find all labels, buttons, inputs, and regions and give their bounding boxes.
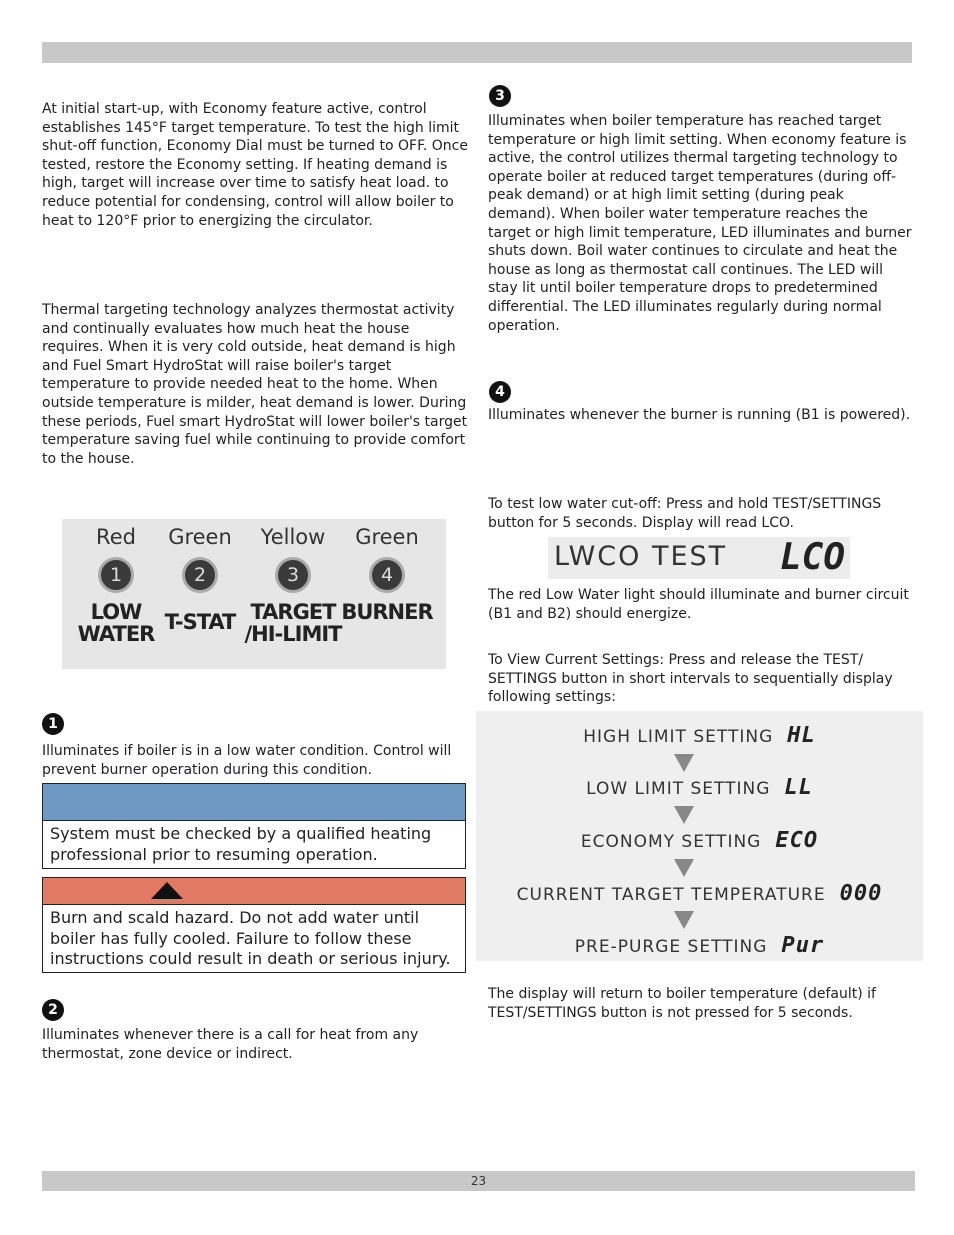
item-3-text: Illuminates when boiler temperature has reached target temperature or high limit setting. When economy feature is active, the control utilizes thermal targeting technology to operate boiler at reduced target temperatures (during off-peak demand) or at high limit setting (during peak demand). When boiler water temperature reaches the target or high limit temperature, LED illuminates and burner shuts down. Boil water continues to circulate and heat the house as long as thermostat call continues. The LED will stay lit until boiler temperature drops to predetermined differential. The LED illuminates regularly during normal operation. <box>488 113 912 334</box>
led-number: 2 <box>182 557 218 593</box>
led-color-label: Red <box>96 525 136 549</box>
led-number: 4 <box>369 557 405 593</box>
warning-text: Burn and scald hazard. Do not add water until boiler has fully cooled. Failure to follow these instructions could result in death or serious injury. <box>50 908 451 968</box>
led-color-label: Green <box>355 525 419 549</box>
notice-header <box>43 784 465 821</box>
warning-triangle-icon <box>151 882 183 899</box>
header-bar <box>42 42 912 63</box>
lwco-code: LCO <box>780 537 846 578</box>
led-name: BURNER <box>341 600 433 624</box>
led-low-water <box>68 519 164 645</box>
setting-pre-purge: PRE-PURGE SETTING Pur <box>574 933 825 958</box>
item-2-marker: 2 <box>42 999 64 1021</box>
warning-header <box>43 878 465 905</box>
down-arrow-icon <box>674 806 694 824</box>
notice-box <box>42 783 466 869</box>
return-default-text: The display will return to boiler temperature (default) if TEST/SETTINGS button is not pressed for 5 seconds. <box>488 986 876 1021</box>
startup-paragraph: At initial start-up, with Economy feature active, control establishes 145°F target temperature. To test the high limit shut-off function, Economy Dial must be turned to OFF. Once tested, restore the Economy setting. If heating demand is high, target will increase over time to satisfy heat load. to reduce potential for condensing, control will allow boiler to heat to 120°F prior to energizing the circulator. <box>42 101 468 229</box>
setting-low-limit: LOW LIMIT SETTING LL <box>586 775 813 800</box>
setting-economy: ECONOMY SETTING ECO <box>580 828 819 853</box>
lwco-instructions: To test low water cut-off: Press and hold TEST/SETTINGS button for 5 seconds. Display will read LCO. <box>488 496 882 531</box>
led-burner <box>332 519 442 623</box>
led-number: 3 <box>275 557 311 593</box>
led-name: TARGET /HI-LIMIT <box>244 600 342 646</box>
item-3-marker: 3 <box>489 85 511 107</box>
setting-high-limit: HIGH LIMIT SETTING HL <box>583 723 816 748</box>
item-4-marker: 4 <box>489 381 511 403</box>
settings-display-sequence <box>476 711 923 961</box>
down-arrow-icon <box>674 911 694 929</box>
item-1-text: Illuminates if boiler is in a low water condition. Control will prevent burner operation during this condition. <box>42 743 452 778</box>
led-t-stat <box>152 519 248 633</box>
warning-box <box>42 877 466 973</box>
down-arrow-icon <box>674 754 694 772</box>
thermal-targeting-paragraph: Thermal targeting technology analyzes thermostat activity and continually evaluates how much heat the house requires. When it is very cold outside, heat demand is high and Fuel Smart HydroStat will raise boiler's target temperature to provide needed heat to the home. When outside temperature is milder, heat demand is lower. During these periods, Fuel smart HydroStat will lower boiler's target temperature saving fuel while continuing to provide comfort to the house. <box>42 302 468 467</box>
led-name: T-STAT <box>164 610 236 634</box>
setting-current-target: CURRENT TARGET TEMPERATURE 000 <box>516 881 883 906</box>
item-4-text: Illuminates whenever the burner is running (B1 is powered). <box>488 407 911 423</box>
lwco-result: The red Low Water light should illuminate and burner circuit (B1 and B2) should energize. <box>488 587 909 622</box>
page-number: 23 <box>470 1174 487 1188</box>
led-color-label: Green <box>168 525 232 549</box>
item-2-text: Illuminates whenever there is a call for heat from any thermostat, zone device or indirect. <box>42 1027 419 1062</box>
footer-bar <box>42 1171 915 1191</box>
led-number: 1 <box>98 557 134 593</box>
item-1-marker: 1 <box>42 713 64 735</box>
lwco-display <box>548 537 850 579</box>
led-color-label: Yellow <box>260 525 326 549</box>
view-settings-instructions: To View Current Settings: Press and release the TEST/ SETTINGS button in short intervals to sequentially display following settings: <box>488 652 893 706</box>
notice-text: System must be checked by a qualified heating professional prior to resuming operation. <box>50 824 432 864</box>
led-name: LOW WATER <box>77 600 155 646</box>
led-indicator-panel <box>62 519 446 669</box>
down-arrow-icon <box>674 859 694 877</box>
lwco-label: LWCO TEST <box>554 541 728 572</box>
